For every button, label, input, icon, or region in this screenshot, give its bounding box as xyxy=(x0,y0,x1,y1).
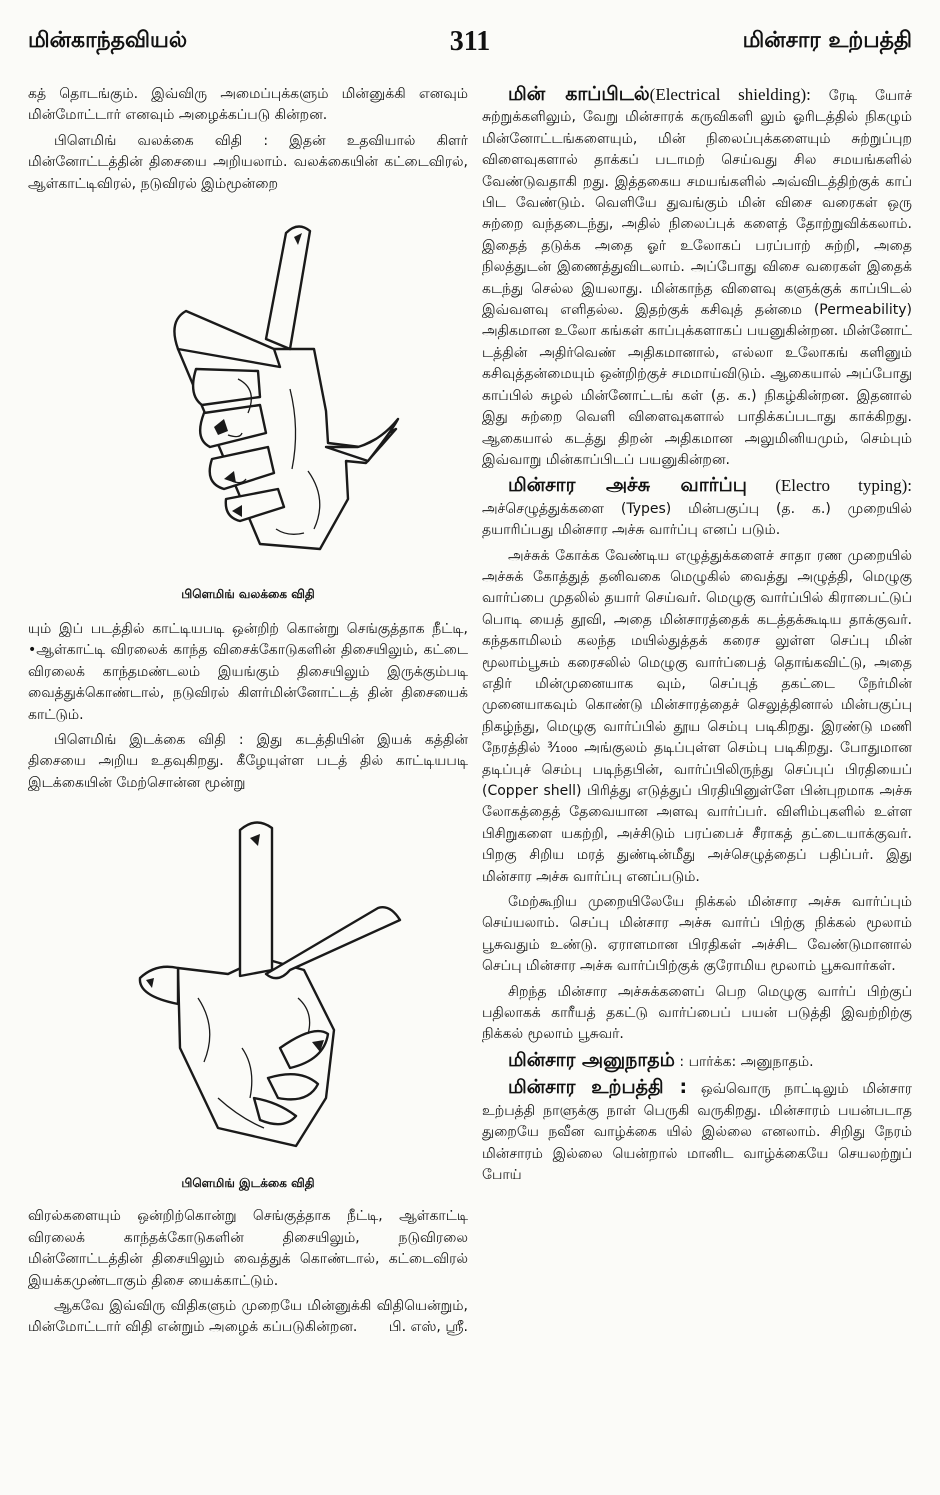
entry-heading: மின்சார உற்பத்தி : xyxy=(508,1076,688,1099)
right-hand-illustration xyxy=(28,199,468,579)
running-head-left: மின்காந்தவியல் xyxy=(28,28,188,53)
left-column xyxy=(28,84,468,1464)
paragraph: விரல்களையும் ஒன்றிற்கொன்று செங்குத்தாக நீட்டி, ஆள்காட்டி விரலைக் காந்தக்கோடுகளின் திசையிலும், நடுவிரலை மின்னோட்டத்தின் திசையிலும் வைத்துக் கொண்டால், கட்டைவிரல் இயக்கமுண்டாகும் திசை யைக்காட்டும். xyxy=(28,1208,468,1289)
entry-heading: மின்சார அச்சு வார்ப்பு xyxy=(508,474,747,497)
entry-electro-typing xyxy=(482,475,912,541)
paragraph: மேற்கூறிய முறையிலேயே நிக்கல் மின்சார அச்சு வார்ப்பும் செய்யலாம். செப்பு மின்சார அச்சு வார்ப் பிற்கு நிக்கல் மூலாம் பூசுவதும் உண்டு. ஏராளமான பிரதிகள் அச்சிட வேண்டுமானால் செப்பு மின்சார அச்சு வார்ப்பிற்குக் குரோமிய மூலாம் பூசுவார்கள். xyxy=(482,894,912,975)
figure-caption: பிளெமிங் இடக்கை விதி xyxy=(181,1176,315,1191)
cross-reference: : பார்க்க: அனுநாதம். xyxy=(679,1053,814,1070)
left-hand-illustration xyxy=(28,798,468,1168)
paragraph-left-hand-rule: பிளெமிங் இடக்கை விதி : இது கடத்தியின் இயக் கத்தின் திசையை அறிய உதவுகிறது. கீழேயுள்ள படத் தில் காட்டியபடி இடக்கையின் மேற்சொன்ன மூன்று xyxy=(28,732,468,791)
figure-caption: பிளெமிங் வலக்கை விதி xyxy=(181,587,315,602)
entry-heading: மின்சார அனுநாதம் xyxy=(508,1048,675,1071)
entry-text: அச்செழுத்துக்களை (Types) மின்பகுப்பு (த. க.) முறையில் தயாரிப்பது மின்சார அச்சு வார்ப்பு எனப் படும். xyxy=(482,500,912,539)
page-header xyxy=(28,26,912,66)
paragraph: சிறந்த மின்சார அச்சுக்களைப் பெற மெழுகு வார்ப் பிற்குப் பதிலாகக் காரீயத் தகட்டு வார்ப்பைப் பயன் படுத்தி இவற்றிற்கு நிக்கல் மூலாம் பூசுவர். xyxy=(482,983,912,1043)
entry-electrical-shielding xyxy=(482,84,912,471)
entry-heading-english: (Electro typing): xyxy=(775,476,912,496)
figure-left-hand-rule xyxy=(28,798,468,1206)
entry-text: ஒவ்வொரு நாட்டிலும் மின்சார உற்பத்தி நாளுக்கு நாள் பெருகி வருகிறது. மின்சாரம் பயன்படாத துறையே நவீன வாழ்க்கை யில் இல்லை எனலாம். சிறிது நேரம் மின்சாரம் இல்லை யென்றால் மானிட வாழ்க்கையே செயலற்றுப் போய் xyxy=(482,1081,912,1183)
paragraph-text: ஆகவே இவ்விரு விதிகளும் முறையே மின்னுக்கி விதியென்றும், மின்மோட்டார் விதி என்றும் அழைக் கப்படுகின்றன. xyxy=(28,1297,468,1336)
entry-heading: மின் காப்பிடல் xyxy=(508,84,650,105)
paragraph: அச்சுக் கோக்க வேண்டிய எழுத்துக்களைச் சாதா ரண முறையில் அச்சுக் கோத்துத் தனிவகை மெழுகில் வைத்து அழுத்தி, மெழுகு வார்ப்பை முதலில் தயார் செய்வர். மெழுகு வார்ப்பில் கிராபைட்டுப் பொடி யைத் தூவி, அதை மின்சாரத்தைக் கடத்தக்கூடிய தாக்குவர். கந்தகாமிலம் கலந்த மயில்துத்தக் கரைச லுள்ள செப்பு மின் மூலாம்பூசும் கரைசலில் மெழுகு வார்ப்பைத் தொங்கவிட்டு, அதை எதிர் மின்முனையாக வும், செப்புத் தகட்டை நேர்மின் முனையாகவும் கொண்டு மின்சாரத்தைச் செலுத்தினால் மின்பகுப்பு நிகழ்ந்து, மெழுகு வார்ப்பில் தூய செம்பு படிகிறது. இரண்டு மணி நேரத்தில் ³⁄₁₀₀₀ அங்குலம் தடிப்புள்ள செம்பு படிகிறது. போதுமான தடிப்புச் செம்பு படிந்தபின், வார்ப்பிலிருந்து செப்புப் பிரதியைப் (Copper shell) பிரித்து எடுத்துப் பிரதியினுள்ளே பின்புறமாக அச்சு லோகத்தைத் தேவையான அளவு வார்ப்பர். விளிம்புகளில் உள்ள பிசிறுகளை யகற்றி, அச்சிடும் பரப்பைச் சீராகத் தட்டையாக்குவர். பிறகு சிறிய மரத் துண்டின்மீது அச்செழுத்தைப் பதிப்பர். இது மின்சார அச்சு வார்ப்பு எனப்படும். xyxy=(482,547,912,885)
page-number: 311 xyxy=(449,26,491,57)
paragraph-right-hand-rule: பிளெமிங் வலக்கை விதி : இதன் உதவியால் கிளர் மின்னோட்டத்தின் திசையை அறியலாம். வலக்கையின் கட்டைவிரல், ஆள்காட்டிவிரல், நடுவிரல் இம்மூன்றை xyxy=(28,132,468,192)
paragraph: யும் இப் படத்தில் காட்டியபடி ஒன்றிற் கொன்று செங்குத்தாக நீட்டி, •ஆள்காட்டி விரலைக் காந்த விசைக்கோடுகளின் திசையிலும், கட்டை விரலைக் காந்தமண்டலம் இயங்கும் திசையிலும் இருக்கும்படி வைத்துக்கொண்டால், நடுவிரல் கிளர்மின்னோட்டத் தின் திசையைக் காட்டும். xyxy=(28,621,468,723)
entry-electric-resonance xyxy=(482,1050,912,1073)
right-column xyxy=(482,84,912,1464)
paragraph: கத் தொடங்கும். இவ்விரு அமைப்புக்களும் மின்னுக்கி எனவும் மின்மோட்டார் எனவும் அழைக்கப்படு கின்றன. xyxy=(28,86,468,124)
figure-right-hand-rule xyxy=(28,199,468,619)
entry-heading-english: (Electrical shielding): xyxy=(649,85,811,104)
entry-electricity-generation xyxy=(482,1077,912,1186)
running-head-right: மின்சார உற்பத்தி xyxy=(742,28,912,53)
author-signature: பி. எஸ், ஸ்ரீ. xyxy=(388,1319,468,1336)
entry-text: ரேடி யோச் சுற்றுக்களிலும், வேறு மின்சாரக் கருவிகளி லும் ஓரிடத்தில் நிகழும் மின்னோட்டங்களையும், மின் நிலைப்புக்களையும் சுற்றுப்புற விளைவுகளால் தாக்கப் படாமற் செய்வது சில சமயங்களில் வேண்டுவதாகி றது. இத்தகைய சமயங்களில் அவ்விடத்திற்குக் காப் பிட வேண்டும். வெளியே துவங்கும் மின் விசை வரைகள் ஒரு சுற்றை வந்தடைந்து, அதில் நிலைப்புக் களைத் தோற்றுவிக்கலாம். இதைத் தடுக்க அதை ஓர் உலோகப் பரப்பாற் சுற்றி, அதை நிலத்துடன் இணைத்துவிடலாம். அப்போது விசை வரைகள் இதைக் கடந்து செல்ல இயலாது. மின்காந்த விளைவு களுக்குக் காப்பிடல் இவ்வளவு எளிதல்ல. இதற்குக் கசிவுத் தன்மை (Permeability) அதிகமான உலோ கங்கள் காப்புக்களாகப் பயனுகின்றன. மின்னோட் டத்தின் அதிர்வெண் அதிகமானால், எல்லா உலோகங் களினும் கசிவுத்தன்மையும் ஒன்றிற்குச் சமமாய்விடும். ஆகையால் அப்போது காப்பில் சுழல் மின்னோட்டங் கள் (த. க.) நிகழ்கின்றன. இதனால் இது சுற்றை வெளி விளைவுகளால் பாதிக்கப்படாது காக்கிறது. ஆகையால் கடத்து திறன் அதிகமான அலுமினியமும், செம்பும் இவ்வாறு மின்காப்பிடப் பயனுகின்றன. xyxy=(482,88,912,468)
paragraph xyxy=(28,1296,468,1339)
